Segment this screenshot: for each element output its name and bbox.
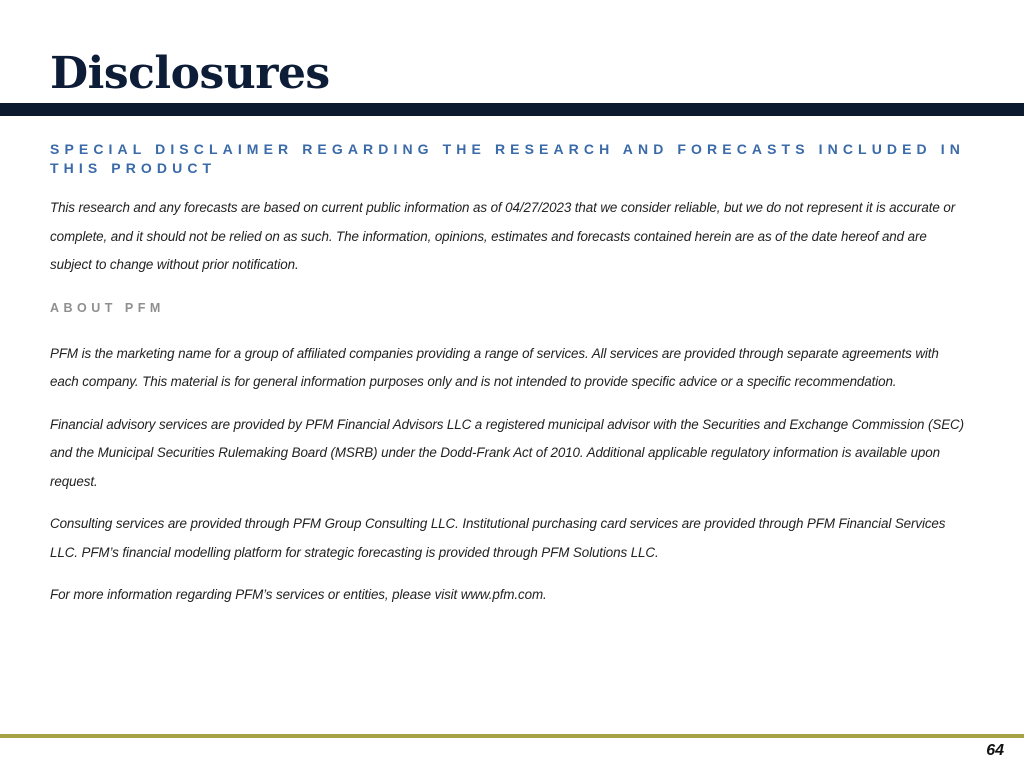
page-number: 64 <box>986 742 1004 759</box>
page-title: Disclosures <box>50 48 330 99</box>
about-pfm-heading: ABOUT PFM <box>50 300 165 315</box>
title-divider-bar <box>0 103 1024 116</box>
about-pfm-paragraph-advisory: Financial advisory services are provided by PFM Financial Advisors LLC a registered municipal advisor with the Securities and Exchange Commission (SEC) and the Municipal Securities Rulemaking Board (MSRB) under the Dodd-Frank Act of 2010. Additional applicable regulatory information is available upon request. <box>50 416 964 489</box>
special-disclaimer-paragraph: This research and any forecasts are based on current public information as of 04/27/2023 that we consider reliable, but we do not represent it is accurate or complete, and it should not be relied on as such. The information, opinions, estimates and forecasts contained herein are as of the date hereof and are subject to change without prior notification. <box>50 200 956 272</box>
about-pfm-paragraph-consulting: Consulting services are provided through PFM Group Consulting LLC. Institutional purchasing card services are provided through PFM Financial Services LLC. PFM’s financial modelling platform for strategic forecasting is provided through PFM Solutions LLC. <box>50 516 946 560</box>
about-pfm-paragraph-more-info: For more information regarding PFM’s services or entities, please visit www.pfm.com. <box>50 587 547 602</box>
disclosures-content <box>50 140 970 610</box>
about-pfm-paragraph-marketing: PFM is the marketing name for a group of affiliated companies providing a range of services. All services are provided through separate agreements with each company. This material is for general information purposes only and is not intended to provide specific advice or a specific recommendation. <box>50 345 939 389</box>
special-disclaimer-heading: SPECIAL DISCLAIMER REGARDING THE RESEARCH AND FORECASTS INCLUDED IN THIS PRODUCT <box>50 141 965 176</box>
footer-divider-line <box>0 734 1024 738</box>
